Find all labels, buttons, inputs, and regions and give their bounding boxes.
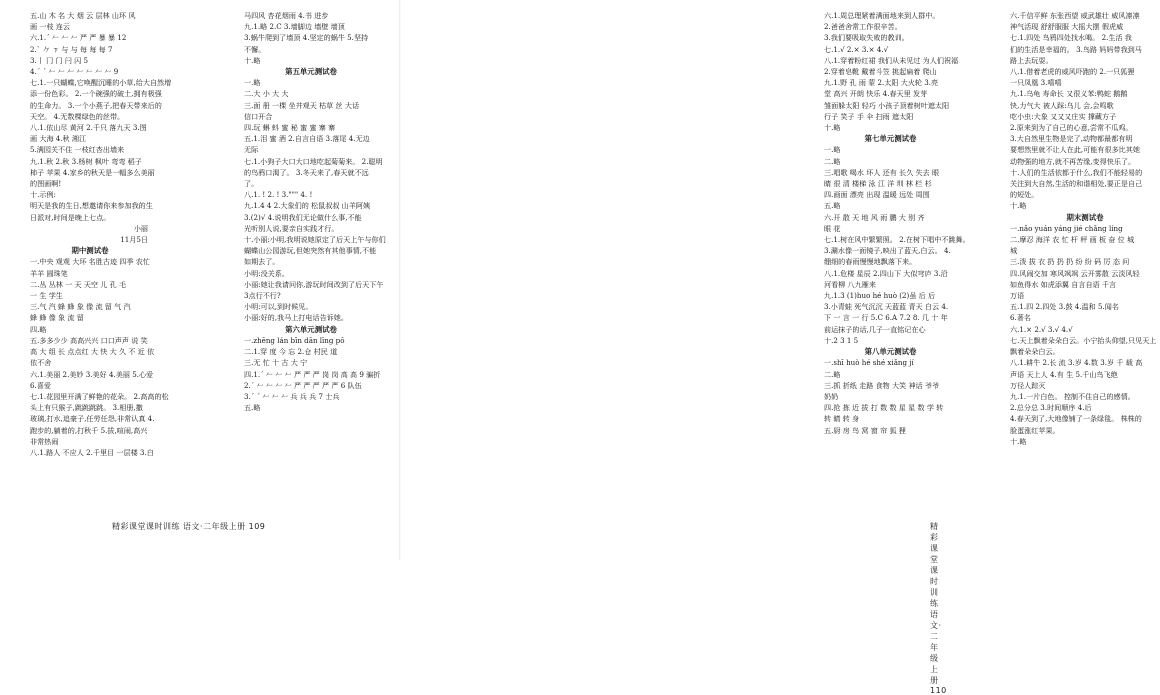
answer-line: 一.略 [824,145,841,155]
answer-line: 九.1.3 (1)huo hé huò (2)虽 后 后 [824,291,936,301]
answer-line: 2.总分总 3.时间顺序 4.后 [1010,403,1092,413]
answer-line: 路上去玩耍。 [1010,55,1053,65]
answer-line: 了。 [244,179,259,189]
answer-line: 八.1.穿着粉红裙 我们从未见过 为人们祝福 [824,55,959,65]
answer-line: 3.ˊ ˊ 𠂉 𠂉 𠂉 兵 兵 兵 7 士兵 [244,391,340,401]
answer-line: 无际 [244,145,259,155]
left-page-footer: 精彩课堂课时训练 语文·二年级上册 109 [112,522,266,531]
section-heading: 期中测试卷 [71,246,109,256]
answer-line: 七.1.√ 2.× 3.× 4.√ [824,44,889,54]
answer-line: 五.1.四 2.四处 3.鼓 4.温和 5.闻名 [1010,302,1119,312]
answer-line: 3.丨 冂 门 闩 闪 5 [30,55,89,65]
answer-line: 3.涮水像一面镜子,映出了蓝天,白云。 4. [824,246,951,256]
answer-line: 要想然里就不让人在此,可能有很多比其她 [1010,145,1140,155]
answer-line: 眼 花 [824,223,841,233]
answer-line: 二.1.穿 度 今 忘 2.仓 村民 道 [244,347,338,357]
answer-line: 十.略 [824,123,841,133]
answer-line: 四.风闹交加 寒风飒飒 云开雾散 云淡风轻 [1010,268,1140,278]
answer-line: 四.1.ˊ 𠂉 𠂉 𠂉 严 严 严 岗 岗 高 高 9 骗折 [244,369,381,379]
answer-line: 八.1.借着老虎的威风吓跑的 2.一只狐狸 [1010,67,1135,77]
answer-line: 前运抹子的话,几子一直铭记在心 [824,324,926,334]
answer-line: 画 大海 4.秋 湘江 [30,134,87,144]
section-heading: 期末测试卷 [1066,212,1104,222]
answer-line: 神气活现 舒舒服服 大摇大摆 假虎威 [1010,22,1124,32]
answer-line: 四.抢 拣 近 拔 打 数 数 星 星 数 学 转 [824,403,944,413]
answer-line: 八.1.耕牛 2.长 流 3.岁 4.数 3.岁 千 载 高 [1010,358,1143,368]
answer-line: 2.爸爸舍常工作很辛苦。 [824,22,902,32]
answer-line: 3.蜗牛爬到了墙顶 4.坚定的蜗牛 5.坚持 [244,33,369,43]
answer-line: 八.1. ! 2. ! 3.""" 4. ! [244,190,313,200]
answer-line: 3.我们要吸取失败的教训。 [824,33,909,43]
answer-line: 十.示例: [30,190,56,200]
answer-line: 六.1.ˊ 𠂉 𠂉 𠂉 严 严 暴 暴 12 [30,33,127,43]
answer-line: 蝴蝶山公园游玩,但她突然有其他事情,不能 [244,246,377,256]
answer-line: 4.ˊ ˊ 𠂉 𠂉 𠂉 𠂉 𠂉 𠂉 𠂉 9 [30,67,119,77]
answer-line: 十.小丽:小明,我明说她原定了后天上午与你们 [244,235,386,245]
answer-line: 非常热闹 [30,436,59,446]
answer-line: 十.2 3 1 5 [824,335,859,345]
answer-line: 玻璃,打水,追豪子,任劳任怨,非常认真 4. [30,414,155,424]
answer-line: 七.1.一只蝴蝶,它唤醒沉睡的小草,给大自然增 [30,78,172,88]
answer-line: 一 生 学生 [30,291,63,301]
answer-line: 头上有只猴子,跳跳跳跳。 3.相册,撒 [30,403,143,413]
answer-line: 万径人踪灭 [1010,380,1046,390]
answer-line: 九.1.野 孔 雨 蒙 2.太阳 大火轮 3.亮 [824,78,939,88]
answer-line: 天空。 4.无数棵绿色的丝带。 [30,111,125,121]
answer-line: 6.喜爱 [30,380,51,390]
answer-line: 七.1.四处 鸟鸦四处找水喝。 2.生活 我 [1010,33,1132,43]
answer-line: 脸蛋涨红苹果。 [1010,425,1060,435]
answer-line: 七.1.树在风中繁繁照。 2.在树下唱中不跳舞。 [824,235,970,245]
answer-column-4 [1010,10,1160,447]
answer-line: 五.山 木 名 大 烟 云 层林 山环 风 [30,11,136,20]
answer-line: 二.略 [824,156,841,166]
answer-line: 明天是我的生日,想邀请你来参加我的生 [30,201,153,211]
answer-line: 九.1.4 4 2.大象们的 松鼠叔叔 山羊阿姨 [244,201,371,211]
answer-line: 七.天上飘着朵朵白云。小宁抬头仰望,只见天上 [1010,335,1157,345]
answer-line: 小丽 [133,223,148,233]
section-heading: 第八单元测试卷 [864,347,917,357]
answer-line: 睛 很 清 楼梯 泳 江 洋 圳 林 栏 杉 [824,179,932,189]
answer-line: 一.中央 观观 大环 名胜古迹 四季 农忙 [30,257,150,267]
answer-line: 3点行不行? [244,291,281,301]
answer-line: 河看柳 八九雁来 [824,279,876,289]
answer-line: 快,力气大 被人踩:乌儿 会,会鸣歌 [1010,100,1114,110]
answer-line: 六.开 散 天 地 风 雨 鹏 大 别 齐 [824,212,925,222]
answer-line: 七.1.小狗子大口大口地吃起菊菊来。 2.聪明 [244,156,383,166]
answer-line: 光听别人说,要亲自实践才行。 [244,223,339,233]
answer-line: 信口开合 [244,111,273,121]
answer-line: 三.无 忙 十 古 大 宁 [244,358,308,368]
answer-line: 一.nǎo yuán yáng jié chǎng líng [1010,223,1123,233]
answer-line: 四.玩 蝌 蚪 蜜 秘 蜜 蜜 寨 寨 [244,123,336,133]
answer-line: 们的生活是幸福的。 3.鸟路 妈妈带我到马 [1010,44,1142,54]
answer-line: 关注到大自然,生活的和谐相处,要正是自己 [1010,179,1143,189]
answer-line: 声语 天上人 4.有 生 5.千山鸟飞绝 [1010,369,1118,379]
answer-line: 动物强的地方,就不再苦缘,变得快乐了。 [1010,156,1136,166]
answer-line: 三.面 册 一棵 坐井观天 枯草 丝 大话 [244,100,360,110]
right-page [400,0,1157,695]
answer-line: 六.1.美丽 2.美妙 3.美好 4.美丽 5.心爱 [30,369,154,379]
answer-line: 3.大自然里生物是完了,动物都最都有明 [1010,134,1133,144]
answer-line: 马四风 杏花烟雨 4.书 进步 [244,11,329,20]
answer-line: 五.略 [244,403,261,413]
answer-line: 三.泼 拔 衣 扔 扔 扔 纷 纷 码 厉 态 问 [1010,257,1130,267]
answer-line: 吃小虫:大象 又又又庄实 撑藏方子 [1010,111,1117,121]
answer-line: 的图画啊! [30,179,62,189]
answer-line: 蜂 蜂 像 象 流 留 [30,313,84,323]
answer-line: 的鸟鸦口渴了。 3.冬天来了,春天就不远 [244,167,369,177]
answer-line: 4.春天到了,大地像铺了一条绿毯。 株株的 [1010,414,1142,424]
answer-line: 2.穿着皂靴 戴着斗笠 挑起扁着 爬山 [824,67,937,77]
section-heading: 第七单元测试卷 [864,134,917,144]
answer-line: 堂 高兴 开朗 快乐 4.春天里 发芽 [824,89,928,99]
answer-line: 七.1.花园里开满了鲜艳的花朵。 2.高高的松 [30,391,169,401]
answer-line: 小丽:她让我请问你,游玩时间改到了后天下午 [244,279,384,289]
answer-line: 3.(2)√ 4.说明我们无论做什么事,不能 [244,212,362,222]
answer-line: 柿子 苹果 4.家乡的秋天是一幅多么美丽 [30,167,155,177]
answer-line: 高 大 组 长 点点红 大 快 大 久 不 近 依 [30,347,155,357]
answer-line: 四.画面 漂亮 出现 温暖 远处 周围 [824,190,930,200]
answer-line: 6.著名 [1010,313,1031,323]
answer-line: 的短处。 [1010,190,1039,200]
answer-line: 五.厨 房 鸟 窝 窗 帘 狐 狸 [824,425,906,435]
answer-line: 依不舍 [30,358,52,368]
answer-line: 如期去了。 [244,257,280,267]
answer-line: 如鱼得水 如虎添翼 自言自语 千言 [1010,279,1117,289]
answer-line: 万语 [1010,291,1025,301]
answer-line: 八.1.路人 不应人 2.千里目 一层楼 3.白 [30,447,154,457]
answer-line: 11月5日 [120,235,148,245]
answer-line: 飘着朵朵白云。 [1010,347,1060,357]
answer-line: 添一份色彩。 2.一个碗强的破土,拥有极强 [30,89,162,99]
answer-line: 雏面躲太阳 轻巧 小孩子顶着树叶遮太阳 [824,100,950,110]
answer-line: 绷细的春雨慢慢地飘落下来。 [824,257,917,267]
answer-line: 六.千信平鲜 东张西望 威武雄壮 威风凛凛 [1010,11,1140,20]
answer-line: 八.1.依山尽 黄河 2.千只 落九天 3.图 [30,123,147,133]
answer-column-2 [244,10,386,413]
answer-line: 五.1.泪 蜜 酒 2.自言自语 3.落尾 4.无边 [244,134,370,144]
answer-line: 羊羊 圆珠笔 [30,268,68,278]
answer-line: 九.1.秋 2.秋 3.杨树 枫叶 弯弯 稻子 [30,156,142,166]
answer-line: 六.1.× 2.√ 3.√ 4.√ [1010,324,1073,334]
answer-line: 转 睛 转 身 [824,414,860,424]
answer-line: 一.zhēng lán bīn dān līng pō [244,335,345,345]
answer-line: 八.1.危楼 星辰 2.四山下 大似穹庐 3.沿 [824,268,948,278]
answer-line: 跑步的,躺着的,打秋千 5.拔,喧闹,高兴 [30,425,148,435]
answer-line: 小丽:好的,我马上打电话告诉她。 [244,313,348,323]
answer-line: 五.略 [824,201,841,211]
answer-line: 日派对,时间是晚上七点。 [30,212,111,222]
answer-line: 九.1.略 2.C 3.墙脚边 墙壁 墙顶 [244,22,345,32]
answer-line: 小明:没关系。 [244,268,289,278]
answer-line: 二.摩忍 海洋 农 忙 杆 秤 画 板 奋 位 城 [1010,235,1135,245]
answer-line: 六.1.周总理紧着满面地来到人群中。 [824,11,940,20]
section-heading: 第六单元测试卷 [285,324,337,334]
answer-line: 三.抓 折纸 走路 食物 大笑 神话 爷爷 [824,380,940,390]
section-heading: 第五单元测试卷 [285,67,337,77]
answer-line: 画 一枝 连云 [30,22,70,32]
answer-line: 一.略 [244,78,261,88]
answer-line: 下 一 言 一 行 5.C 6.A 7.2 8. 几 十 年 [824,313,948,323]
answer-column-1 [30,10,172,458]
left-page [0,0,400,560]
answer-line: 城 [1010,246,1018,256]
answer-line: 行子 笑子 手 伞 扫雨 遮太阳 [824,111,914,121]
answer-line: 四.略 [30,324,47,334]
answer-line: 的生命力。 3.一个小燕子,把春天带来后的 [30,100,162,110]
answer-column-3 [824,10,970,436]
answer-line: 2.ˊ 𠂉 𠂉 𠂉 𠂉 严 严 严 严 严 6 队伍 [244,380,362,390]
answer-line: 一只凤凰 3.嘻嘻 [1010,78,1062,88]
answer-line: 十.略 [1010,201,1027,211]
answer-line: 2.原来到为了自己的心意,尝常不瓜鸡。 [1010,123,1133,133]
answer-line: 五.多多少少 高高兴兴 口口声声 说 笑 [30,335,148,345]
answer-line: 5.满园关不住 一枝红杏出墙来 [30,145,125,155]
answer-line: 奶奶 [824,391,839,401]
answer-line: 十.人们的生活依都于什么,我们不能轻易的 [1010,167,1143,177]
answer-line: 十.略 [1010,436,1027,446]
answer-line: 十.略 [244,55,261,65]
answer-line: 2.ˋ 𠂊 ㄗ 与 与 每 每 每 7 [30,44,113,54]
answer-line: 小明:可以,到时候见。 [244,302,313,312]
answer-line: 九.1.乌龟 寿命长 又很义苯:鸭蛇 鹅鹅 [1010,89,1128,99]
answer-line: 三.唱歌 喝水 坏人 还有 长久 失去 眼 [824,167,940,177]
answer-line: 二.略 [824,369,841,379]
right-page-footer: 精彩课堂课时训练 语文·二年级上册 110 [930,522,947,695]
answer-line: 3.小青蛙 死气沉沉 天蓝蓝 青天 白云 4. [824,302,949,312]
answer-line: 二.大 小 大 大 [244,89,289,99]
answer-line: 二.丛 丛林 一 天 天空 儿 孔 毛 [30,279,127,289]
answer-line: 九.1.一片白色。 控制不住自己的感情。 [1010,391,1135,401]
answer-line: 一.shī huò hé shé xiǎng jí [824,358,914,368]
answer-line: 不懈。 [244,44,266,54]
answer-line: 三.气 汽 蜂 蜂 象 像 流 留 气 汽 [30,302,131,312]
